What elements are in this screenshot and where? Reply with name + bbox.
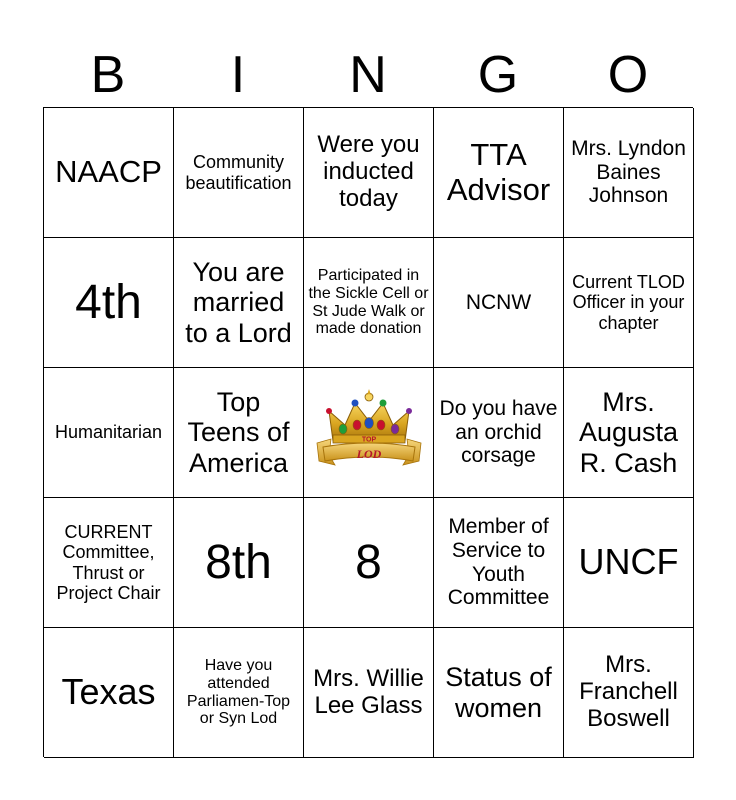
bingo-cell[interactable]: Were you inducted today <box>304 108 434 238</box>
bingo-cell[interactable]: Do you have an orchid corsage <box>434 368 564 498</box>
header-letter-b: B <box>90 46 126 104</box>
bingo-cell[interactable]: Mrs. Willie Lee Glass <box>304 628 434 758</box>
bingo-cell[interactable]: Texas <box>44 628 174 758</box>
header-letter-o: O <box>607 46 649 104</box>
bingo-cell[interactable]: 8th <box>174 498 304 628</box>
bingo-cell[interactable]: NCNW <box>434 238 564 368</box>
bingo-cell[interactable]: 4th <box>44 238 174 368</box>
crown-band-text: TOP <box>361 436 376 443</box>
bingo-board <box>43 107 693 757</box>
bingo-cell[interactable]: UNCF <box>564 498 694 628</box>
bingo-cell[interactable]: TTA Advisor <box>434 108 564 238</box>
header-letter-g: G <box>477 46 519 104</box>
bingo-cell[interactable]: CURRENT Committee, Thrust or Project Chair <box>44 498 174 628</box>
bingo-cell[interactable]: Mrs. Franchell Boswell <box>564 628 694 758</box>
header-letter-n: N <box>349 46 387 104</box>
bingo-cell[interactable]: Mrs. Lyndon Baines Johnson <box>564 108 694 238</box>
ribbon-text: LOD <box>356 446 381 461</box>
bingo-cell[interactable]: Participated in the Sickle Cell or St Jude Walk or made donation <box>304 238 434 368</box>
bingo-cell[interactable]: Top Teens of America <box>174 368 304 498</box>
bingo-cell[interactable]: NAACP <box>44 108 174 238</box>
bingo-cell[interactable]: Community beautification <box>174 108 304 238</box>
bingo-cell[interactable]: You are married to a Lord <box>174 238 304 368</box>
bingo-cell[interactable]: Humanitarian <box>44 368 174 498</box>
header-letter-i: I <box>230 46 246 104</box>
bingo-cell[interactable]: Current TLOD Officer in your chapter <box>564 238 694 368</box>
crown-logo-icon <box>313 385 425 481</box>
free-space-cell[interactable] <box>304 368 434 498</box>
bingo-cell[interactable]: 8 <box>304 498 434 628</box>
bingo-cell[interactable]: Member of Service to Youth Committee <box>434 498 564 628</box>
bingo-cell[interactable]: Mrs. Augusta R. Cash <box>564 368 694 498</box>
bingo-cell[interactable]: Status of women <box>434 628 564 758</box>
bingo-header <box>43 42 693 108</box>
bingo-cell[interactable]: Have you attended Parliamen-Top or Syn Lod <box>174 628 304 758</box>
